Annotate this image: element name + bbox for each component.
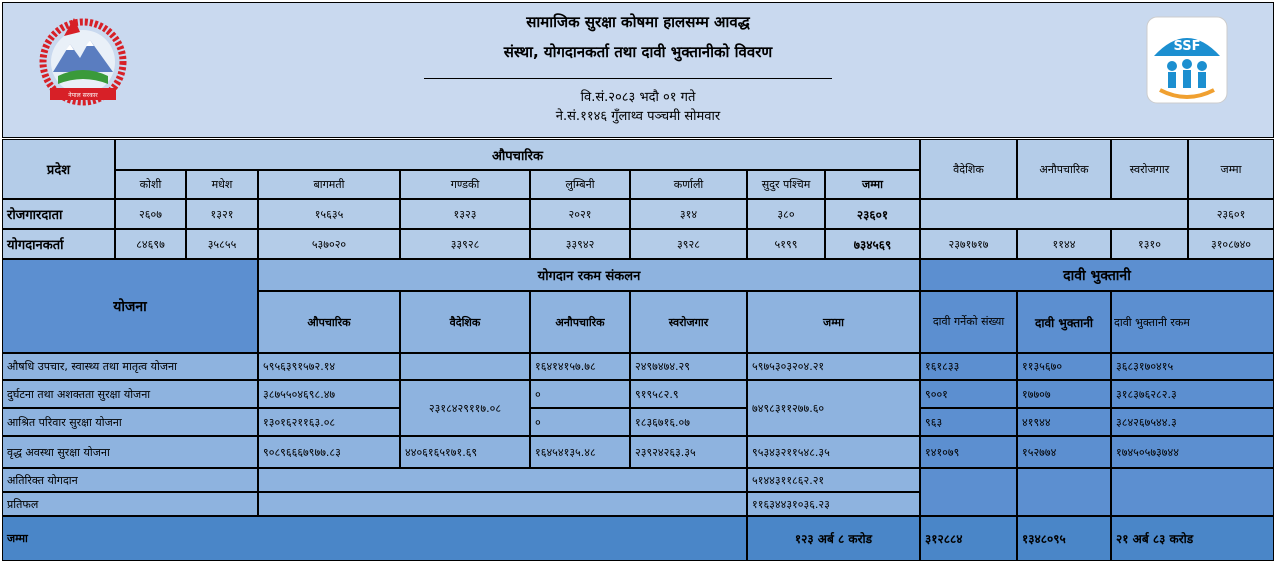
ashrit-bhuktani: ४१९४४ bbox=[1017, 408, 1111, 436]
col-baideshik: वैदेशिक bbox=[400, 291, 530, 353]
aushadhi-jamma: ५९७५३०३२०४.२१ bbox=[747, 353, 920, 380]
anaupacharik-header: अनौपचारिक bbox=[1017, 139, 1111, 199]
aupacharik-header: औपचारिक bbox=[115, 139, 920, 170]
col-anaupacharik: अनौपचारिक bbox=[530, 291, 630, 353]
briddha-jamma: ९५३४३२११५४८.३५ bbox=[747, 436, 920, 468]
page-title-line2: संस्था, योगदानकर्ता तथा दावी भुक्तानीको विवरण bbox=[503, 43, 773, 61]
yogdankarta-swarojgar: १३१० bbox=[1111, 229, 1188, 259]
dabi-blank-sankhya bbox=[920, 468, 1017, 516]
swarojgar-header: स्वरोजगार bbox=[1111, 139, 1188, 199]
date-bs: वि.सं.२०८३ भदौ ०१ गते bbox=[580, 90, 696, 105]
rojgardata-grand: २३६०१ bbox=[1188, 199, 1274, 229]
yojana-row-aushadhi: औषधि उपचार, स्वास्थ्य तथा मातृत्व योजना bbox=[2, 353, 258, 380]
yojana-header: योजना bbox=[2, 259, 258, 353]
grand-jamma-header: जम्मा bbox=[1188, 139, 1274, 199]
durghatana-rakam: ३१८३७६२८२.३ bbox=[1111, 380, 1274, 408]
yogdankarta-lumbini: ३३९४२ bbox=[530, 229, 630, 259]
yogdankarta-jamma: ७३४५६९ bbox=[825, 229, 920, 259]
province-sudurpaschim: सुदुर पश्चिम bbox=[747, 170, 825, 199]
yogdankarta-grand: ३१०८७४० bbox=[1188, 229, 1274, 259]
briddha-sankhya: १४१०७९ bbox=[920, 436, 1017, 468]
col-aupacharik: औपचारिक bbox=[258, 291, 400, 353]
emblem-ribbon-text: नेपाल सरकार bbox=[68, 92, 98, 99]
briddha-swarojgar: २३९२४२६३.३५ bbox=[630, 436, 747, 468]
footer-jamma-label: जम्मा bbox=[2, 516, 747, 561]
yogdankarta-koshi: ८४६९७ bbox=[115, 229, 186, 259]
ashrit-swarojgar: १८३६७१६.०७ bbox=[630, 408, 747, 436]
footer-sankhya: ३१२८८४ bbox=[920, 516, 1017, 561]
col-swarojgar: स्वरोजगार bbox=[630, 291, 747, 353]
yojana-row-durghatana: दुर्घटना तथा अशक्तता सुरक्षा योजना bbox=[2, 380, 258, 408]
row-label-rojgardata: रोजगारदाता bbox=[2, 199, 115, 229]
province-bagmati: बागमती bbox=[258, 170, 400, 199]
rojgardata-jamma: २३६०१ bbox=[825, 199, 920, 229]
merged-jamma-rows23: ७४९८३११२७७.६० bbox=[747, 380, 920, 436]
yojana-row-briddha: वृद्ध अवस्था सुरक्षा योजना bbox=[2, 436, 258, 468]
province-karnali: कर्णाली bbox=[630, 170, 747, 199]
aushadhi-rakam: ३६८३१७०४१५ bbox=[1111, 353, 1274, 380]
pratiphal-label: प्रतिफल bbox=[2, 492, 258, 516]
row-label-yogdankarta: योगदानकर्ता bbox=[2, 229, 115, 259]
pratiphal-blank bbox=[258, 492, 747, 516]
province-koshi: कोशी bbox=[115, 170, 186, 199]
yogdankarta-bagmati: ५३७०२० bbox=[258, 229, 400, 259]
footer-jamma-value: १२३ अर्ब ८ करोड bbox=[747, 516, 920, 561]
rojgardata-karnali: ३१४ bbox=[630, 199, 747, 229]
ashrit-rakam: ३८४२६७५४४.३ bbox=[1111, 408, 1274, 436]
ashrit-sankhya: ९६३ bbox=[920, 408, 1017, 436]
ashrit-anaupacharik: ० bbox=[530, 408, 630, 436]
rojgardata-koshi: २६०७ bbox=[115, 199, 186, 229]
briddha-baideshik: ४४०६१६५१७१.६९ bbox=[400, 436, 530, 468]
aushadhi-bhuktani: ११३५६७० bbox=[1017, 353, 1111, 380]
rojgardata-bagmati: १५६३५ bbox=[258, 199, 400, 229]
yogdankarta-sudurpaschim: ५१९९ bbox=[747, 229, 825, 259]
merged-baideshik-rows23: २३१८४२९११७.०८ bbox=[400, 380, 530, 436]
rojgardata-madhesh: १३२१ bbox=[186, 199, 258, 229]
date-ns: ने.सं.११४६ गुँलाथ्व पञ्चमी सोमवार bbox=[555, 109, 721, 124]
aushadhi-aupacharik: ५९५६३९१५७२.१४ bbox=[258, 353, 400, 380]
ssf-logo-text: SSF bbox=[1173, 39, 1201, 54]
durghatana-swarojgar: ९१९५८२.९ bbox=[630, 380, 747, 408]
aushadhi-anaupacharik: १६४१४१५७.७८ bbox=[530, 353, 630, 380]
baideshik-header: वैदेशिक bbox=[920, 139, 1017, 199]
province-madhesh: मधेश bbox=[186, 170, 258, 199]
yogdankarta-gandaki: ३३९२८ bbox=[400, 229, 530, 259]
yogdankarta-karnali: ३९२८ bbox=[630, 229, 747, 259]
durghatana-aupacharik: ३८७५५०४६९८.४७ bbox=[258, 380, 400, 408]
col-dabi-sankhya: दावी गर्नेको संख्या bbox=[920, 291, 1017, 353]
province-gandaki: गण्डकी bbox=[400, 170, 530, 199]
rojgardata-gandaki: १३२३ bbox=[400, 199, 530, 229]
dabi-blank-rakam bbox=[1111, 468, 1274, 516]
briddha-bhuktani: १५२७७४ bbox=[1017, 436, 1111, 468]
rojgardata-blank bbox=[920, 199, 1188, 229]
atirikta-label: अतिरिक्त योगदान bbox=[2, 468, 258, 492]
page-title-line1: सामाजिक सुरक्षा कोषमा हालसम्म आवद्ध bbox=[526, 13, 750, 31]
briddha-anaupacharik: १६४५४१३५.४८ bbox=[530, 436, 630, 468]
durghatana-anaupacharik: ० bbox=[530, 380, 630, 408]
dabi-blank-bhuktani bbox=[1017, 468, 1111, 516]
yojana-row-ashrit: आश्रित परिवार सुरक्षा योजना bbox=[2, 408, 258, 436]
rojgardata-sudurpaschim: ३८० bbox=[747, 199, 825, 229]
aushadhi-sankhya: १६१८३३ bbox=[920, 353, 1017, 380]
footer-rakam: २१ अर्ब ८३ करोड bbox=[1111, 516, 1274, 561]
briddha-rakam: १७४५०५७३७४४ bbox=[1111, 436, 1274, 468]
col-dabi-rakam: दावी भुक्तानी रकम bbox=[1111, 291, 1274, 353]
col-dabi-bhuktani: दावी भुक्तानी bbox=[1017, 291, 1111, 353]
col-jamma: जम्मा bbox=[747, 291, 920, 353]
header-divider bbox=[424, 78, 832, 79]
pradesh-header: प्रदेश bbox=[2, 139, 115, 199]
yogdankarta-baideshik: २३७१७१७ bbox=[920, 229, 1017, 259]
aushadhi-baideshik bbox=[400, 353, 530, 380]
atirikta-value: ५१४४३११८६२.२१ bbox=[747, 468, 920, 492]
province-lumbini: लुम्बिनी bbox=[530, 170, 630, 199]
yogdankarta-madhesh: ३५८५५ bbox=[186, 229, 258, 259]
yogdankarta-anaupacharik: ११४४ bbox=[1017, 229, 1111, 259]
sankalan-header: योगदान रकम संकलन bbox=[258, 259, 920, 291]
briddha-aupacharik: ९०८९६६६७९७७.८३ bbox=[258, 436, 400, 468]
footer-bhuktani: १३४८०९५ bbox=[1017, 516, 1111, 561]
aupacharik-jamma-header: जम्मा bbox=[825, 170, 920, 199]
rojgardata-lumbini: २०२१ bbox=[530, 199, 630, 229]
durghatana-bhuktani: १७७०७ bbox=[1017, 380, 1111, 408]
ashrit-aupacharik: १३०१६२११६३.०८ bbox=[258, 408, 400, 436]
pratiphal-value: ११६३४४३१०३६.२३ bbox=[747, 492, 920, 516]
dabi-header: दावी भुक्तानी bbox=[920, 259, 1274, 291]
aushadhi-swarojgar: २४९७४७४.२९ bbox=[630, 353, 747, 380]
atirikta-blank bbox=[258, 468, 747, 492]
durghatana-sankhya: ९००१ bbox=[920, 380, 1017, 408]
